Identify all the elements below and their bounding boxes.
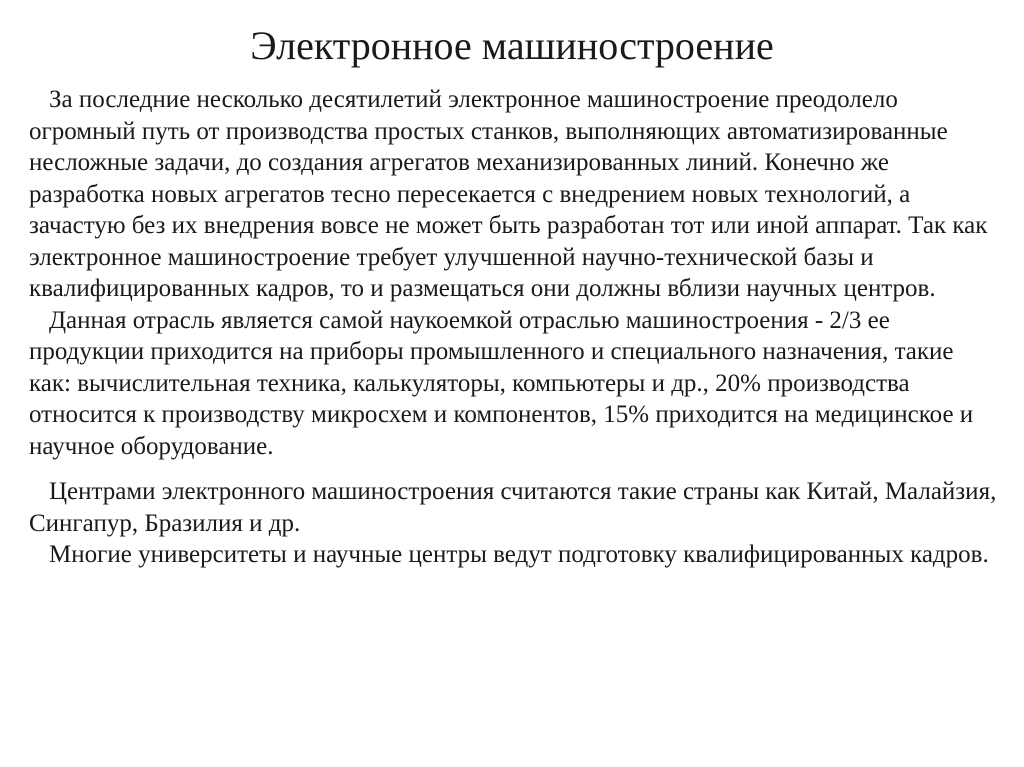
paragraph-production-share: Данная отрасль является самой наукоемкой отраслью машиностроения - 2/3 ее продукции приходится на приборы промышленного и специального назначения, такие как: вычислительная техника, калькуляторы, компьютеры и др., 20% производства относится к производству микросхем и компонентов, 15% приходится на медицинское и научное оборудование. xyxy=(29,306,974,460)
paragraph-history: За последние несколько десятилетий электронное машиностроение преодолело огромный путь от производства простых станков, выполняющих автоматизированные несложные задачи, до создания агрегатов механизированных линий. Конечно же разработка новых агрегатов тесно пересекается с внедрением новых технологий, а зачастую без их внедрения вовсе не может быть разработан тот или иной аппарат. Так как электронное машиностроение требует улучшенной научно-технической базы и квалифицированных кадров, то и размещаться они должны вблизи научных центров. xyxy=(29,86,988,302)
slide-body xyxy=(29,84,999,571)
paragraph-training: Многие университеты и научные центры ведут подготовку квалифицированных кадров. xyxy=(49,541,989,568)
slide-title: Электронное машиностроение xyxy=(250,23,774,68)
paragraph-centers: Центрами электронного машиностроения считаются такие страны как Китай, Малайзия, Сингапур, Бразилия и др. xyxy=(29,478,997,537)
